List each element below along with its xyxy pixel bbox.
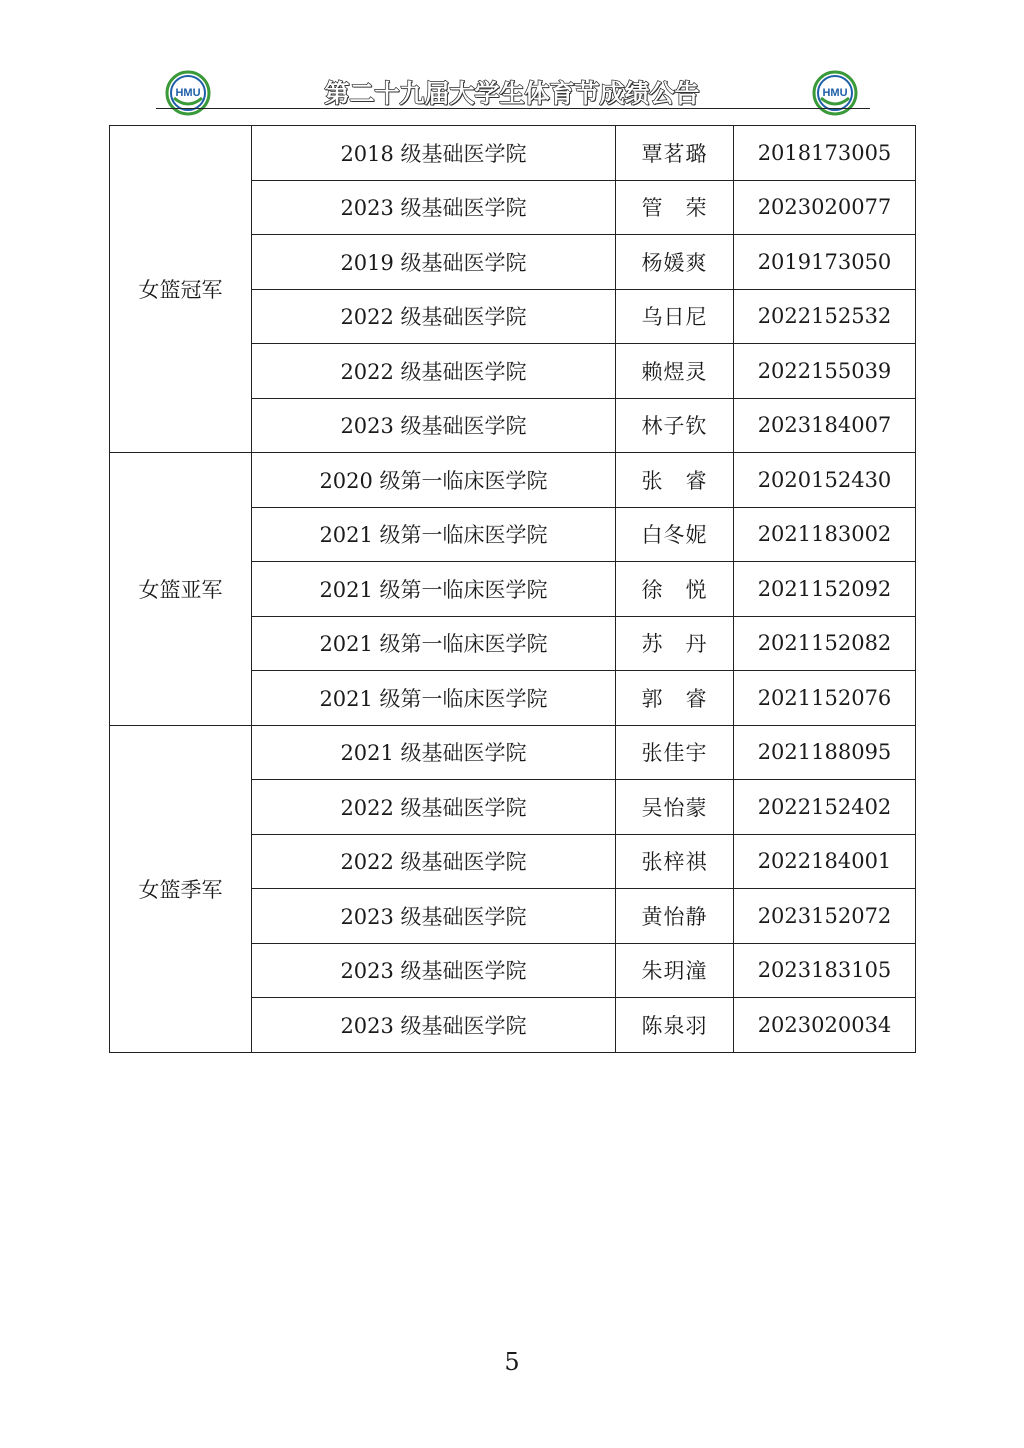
table-row — [110, 453, 916, 508]
class-cell: 2022 级基础医学院 — [252, 834, 616, 889]
award-cell: 女篮冠军 — [110, 126, 252, 453]
name-cell: 徐 悦 — [616, 562, 734, 617]
class-cell: 2021 级第一临床医学院 — [252, 562, 616, 617]
name-cell: 覃茗璐 — [616, 126, 734, 181]
class-cell: 2019 级基础医学院 — [252, 235, 616, 290]
results-table — [109, 125, 916, 1053]
student-id-cell: 2023184007 — [734, 398, 916, 453]
name-cell: 张梓祺 — [616, 834, 734, 889]
student-id-cell: 2022152532 — [734, 289, 916, 344]
table-row — [110, 725, 916, 780]
student-id-cell: 2022184001 — [734, 834, 916, 889]
class-cell: 2021 级第一临床医学院 — [252, 616, 616, 671]
page-title: 第二十九届大学生体育节成绩公告 — [324, 79, 700, 108]
class-cell: 2020 级第一临床医学院 — [252, 453, 616, 508]
name-cell: 张 睿 — [616, 453, 734, 508]
name-cell: 管 荣 — [616, 180, 734, 235]
name-cell: 郭 睿 — [616, 671, 734, 726]
award-cell: 女篮季军 — [110, 725, 252, 1052]
class-cell: 2022 级基础医学院 — [252, 780, 616, 835]
logo-text: HMU — [175, 87, 201, 99]
class-cell: 2021 级第一临床医学院 — [252, 671, 616, 726]
class-cell: 2023 级基础医学院 — [252, 180, 616, 235]
student-id-cell: 2021152082 — [734, 616, 916, 671]
table-row — [110, 126, 916, 181]
student-id-cell: 2019173050 — [734, 235, 916, 290]
logo-text: HMU — [822, 87, 848, 99]
name-cell: 赖煜灵 — [616, 344, 734, 399]
class-cell: 2022 级基础医学院 — [252, 289, 616, 344]
class-cell: 2023 级基础医学院 — [252, 398, 616, 453]
student-id-cell: 2018173005 — [734, 126, 916, 181]
name-cell: 黄怡静 — [616, 889, 734, 944]
class-cell: 2018 级基础医学院 — [252, 126, 616, 181]
student-id-cell: 2023152072 — [734, 889, 916, 944]
student-id-cell: 2020152430 — [734, 453, 916, 508]
student-id-cell: 2021188095 — [734, 725, 916, 780]
student-id-cell: 2022155039 — [734, 344, 916, 399]
class-cell: 2022 级基础医学院 — [252, 344, 616, 399]
class-cell: 2021 级基础医学院 — [252, 725, 616, 780]
class-cell: 2023 级基础医学院 — [252, 889, 616, 944]
name-cell: 白冬妮 — [616, 507, 734, 562]
student-id-cell: 2022152402 — [734, 780, 916, 835]
page-header — [0, 0, 1024, 120]
name-cell: 杨媛爽 — [616, 235, 734, 290]
name-cell: 苏 丹 — [616, 616, 734, 671]
class-cell: 2023 级基础医学院 — [252, 943, 616, 998]
class-cell: 2023 级基础医学院 — [252, 998, 616, 1053]
student-id-cell: 2021183002 — [734, 507, 916, 562]
name-cell: 吴怡蒙 — [616, 780, 734, 835]
name-cell: 陈泉羽 — [616, 998, 734, 1053]
student-id-cell: 2021152076 — [734, 671, 916, 726]
name-cell: 乌日尼 — [616, 289, 734, 344]
award-cell: 女篮亚军 — [110, 453, 252, 726]
page-number: 5 — [504, 1348, 520, 1376]
student-id-cell: 2021152092 — [734, 562, 916, 617]
name-cell: 林子钦 — [616, 398, 734, 453]
student-id-cell: 2023183105 — [734, 943, 916, 998]
student-id-cell: 2023020077 — [734, 180, 916, 235]
name-cell: 朱玥潼 — [616, 943, 734, 998]
university-logo-icon — [812, 70, 858, 116]
header-divider — [156, 108, 870, 109]
student-id-cell: 2023020034 — [734, 998, 916, 1053]
results-table-container — [109, 125, 916, 1053]
name-cell: 张佳宇 — [616, 725, 734, 780]
class-cell: 2021 级第一临床医学院 — [252, 507, 616, 562]
